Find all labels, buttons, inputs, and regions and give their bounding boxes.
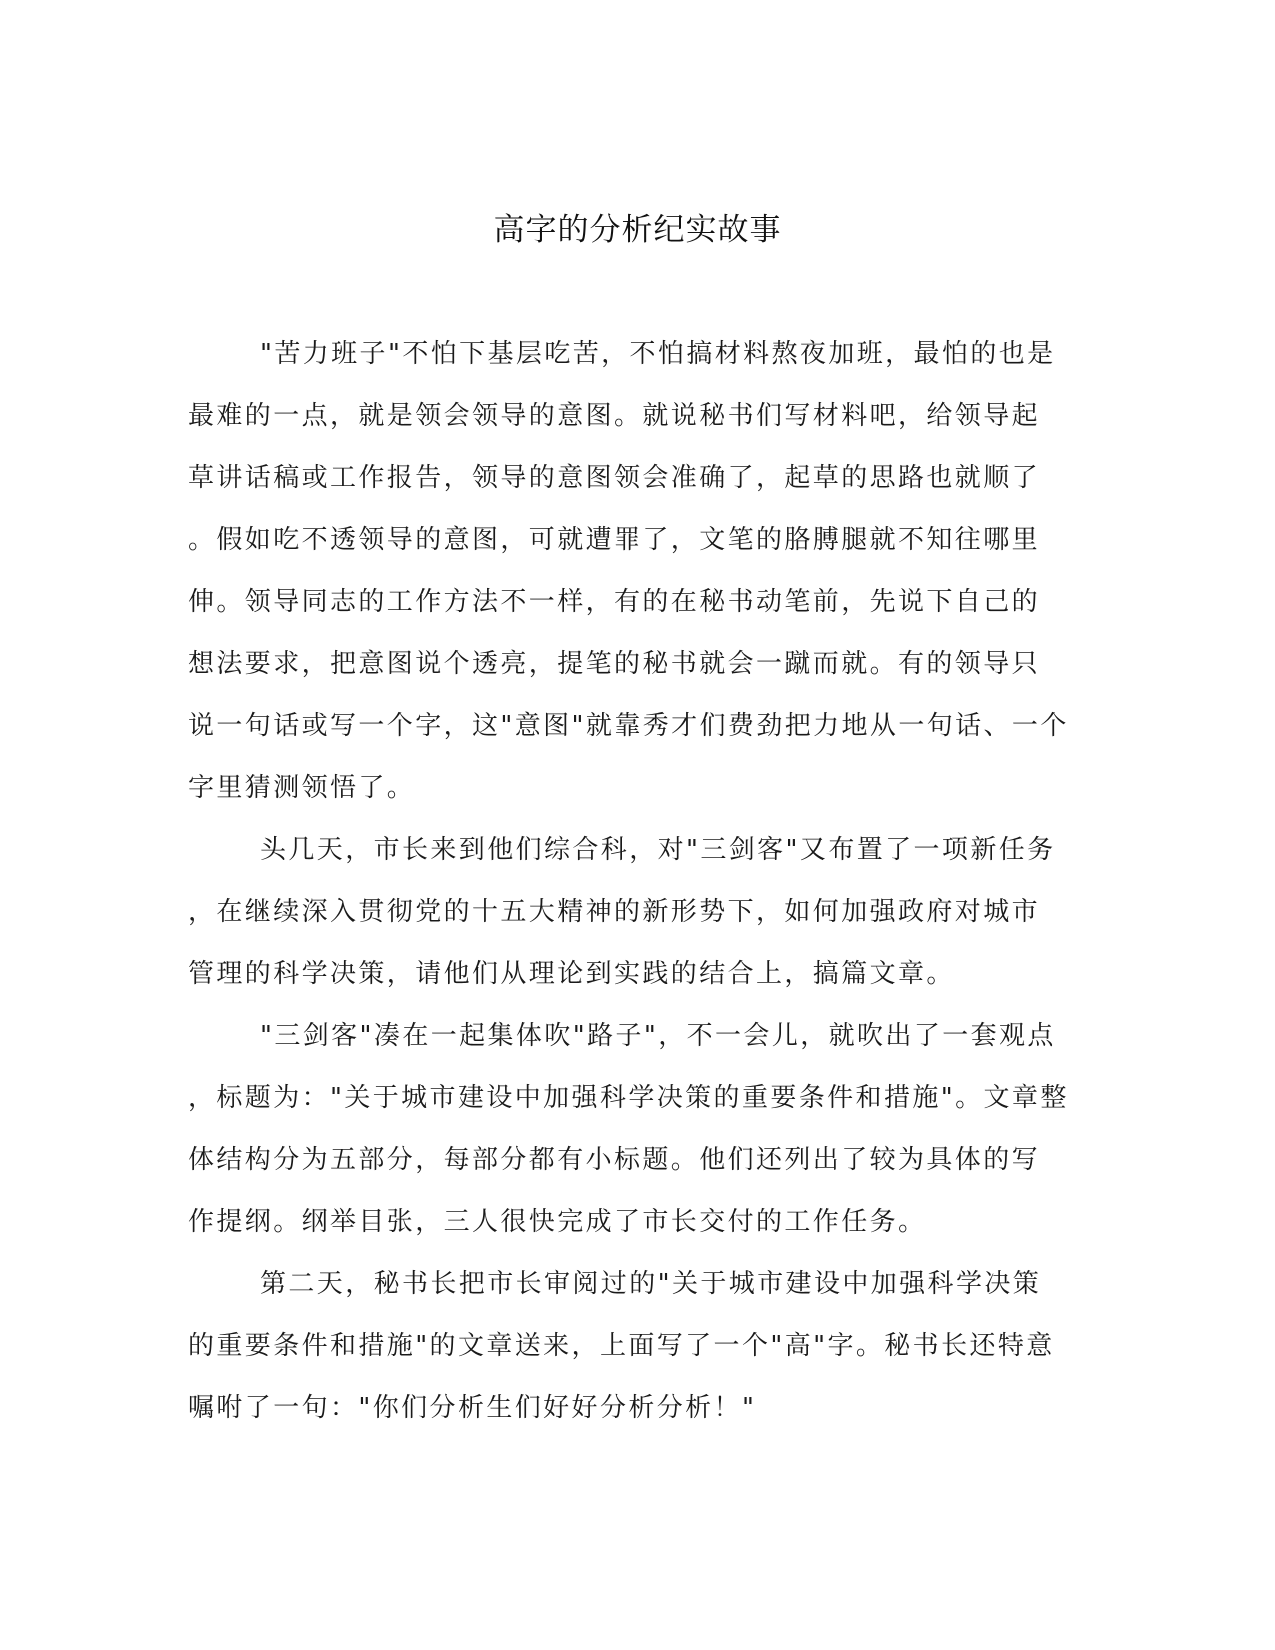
text-line: 伸。领导同志的工作方法不一样，有的在秘书动笔前，先说下自己的 xyxy=(188,587,1041,617)
text-line: "苦力班子"不怕下基层吃苦，不怕搞材料熬夜加班，最怕的也是 xyxy=(260,339,1056,369)
paragraph-1 xyxy=(188,323,1088,819)
text-line: "三剑客"凑在一起集体吹"路子"，不一会儿，就吹出了一套观点 xyxy=(260,1021,1056,1051)
text-line: 管理的科学决策，请他们从理论到实践的结合上，搞篇文章。 xyxy=(188,959,955,989)
text-line: 说一句话或写一个字，这"意图"就靠秀才们费劲把力地从一句话、一个 xyxy=(188,711,1069,741)
text-line: 。假如吃不透领导的意图，可就遭罪了，文笔的胳膊腿就不知往哪里 xyxy=(188,525,1041,555)
text-line: 作提纲。纲举目张，三人很快完成了市长交付的工作任务。 xyxy=(188,1207,927,1237)
text-line: 草讲话稿或工作报告，领导的意图领会准确了，起草的思路也就顺了 xyxy=(188,463,1041,493)
text-line: ，在继续深入贯彻党的十五大精神的新形势下，如何加强政府对城市 xyxy=(188,897,1041,927)
document-body xyxy=(188,323,1088,1439)
text-line: ，标题为："关于城市建设中加强科学决策的重要条件和措施"。文章整 xyxy=(188,1083,1069,1113)
paragraph-4 xyxy=(188,1253,1088,1439)
text-line: 的重要条件和措施"的文章送来，上面写了一个"高"字。秘书长还特意 xyxy=(188,1331,1055,1361)
text-line: 第二天，秘书长把市长审阅过的"关于城市建设中加强科学决策 xyxy=(260,1269,1042,1299)
text-line: 字里猜测领悟了。 xyxy=(188,773,416,803)
text-line: 嘱咐了一句："你们分析生们好好分析分析！" xyxy=(188,1393,757,1423)
document-title: 高字的分析纪实故事 xyxy=(493,212,782,248)
text-line: 头几天，市长来到他们综合科，对"三剑客"又布置了一项新任务 xyxy=(260,835,1056,865)
text-line: 想法要求，把意图说个透亮，提笔的秘书就会一蹴而就。有的领导只 xyxy=(188,649,1041,679)
text-line: 最难的一点，就是领会领导的意图。就说秘书们写材料吧，给领导起 xyxy=(188,401,1041,431)
text-line: 体结构分为五部分，每部分都有小标题。他们还列出了较为具体的写 xyxy=(188,1145,1041,1175)
paragraph-3 xyxy=(188,1005,1088,1253)
paragraph-2 xyxy=(188,819,1088,1005)
